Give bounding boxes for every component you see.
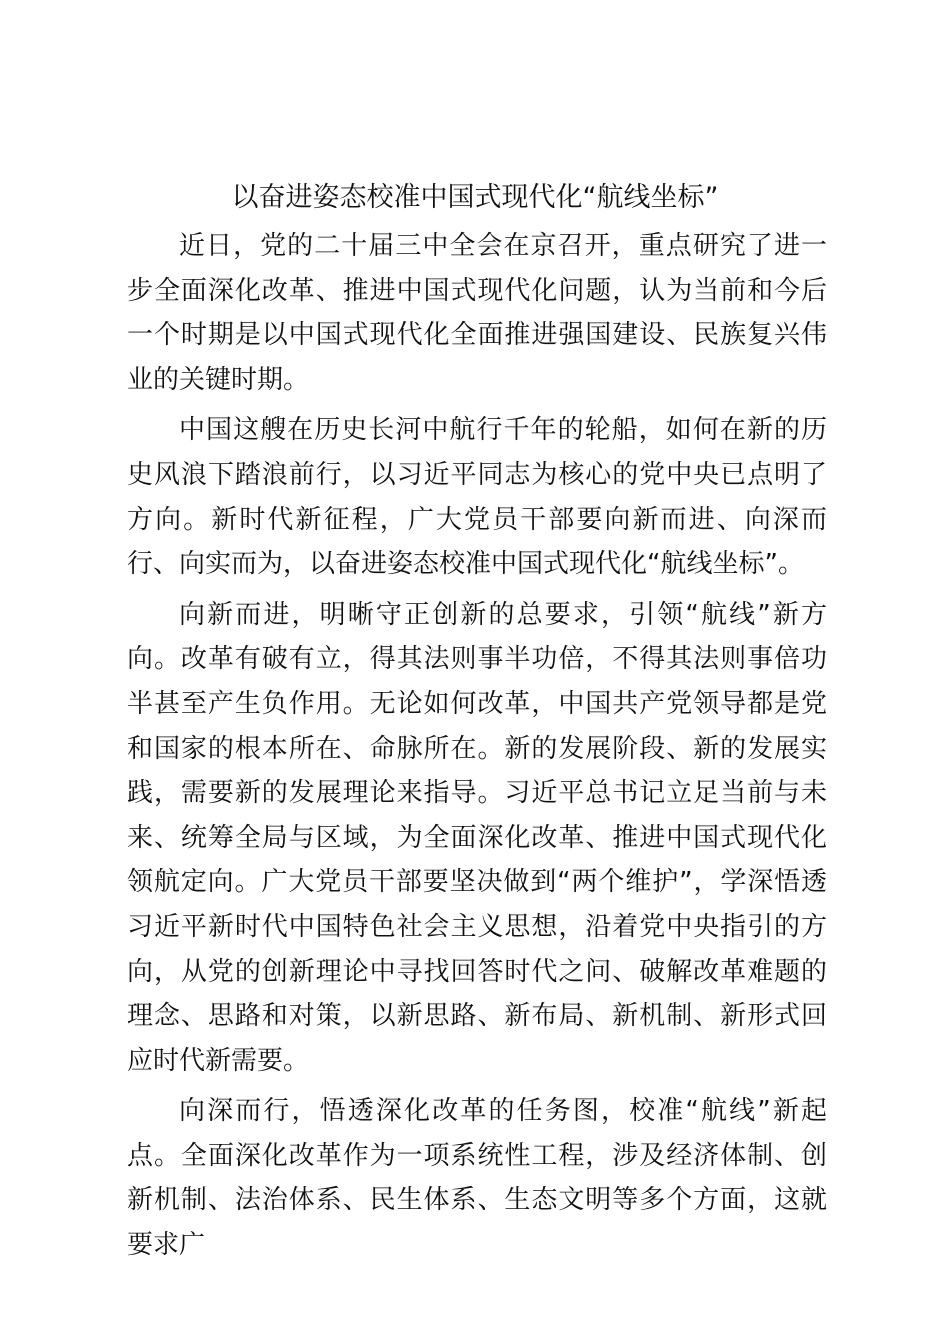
document-body [127, 224, 827, 1274]
paragraph-4: 向深而行，悟透深化改革的任务图，校准“航线”新起点。全面深化改革作为一项系统性工程，涉及经济体制、创新机制、法治体系、民生体系、生态文明等多个方面，这就要求广 [127, 1096, 827, 1261]
paragraph-2: 中国这艘在历史长河中航行千年的轮船，如何在新的历史风浪下踏浪前行，以习近平同志为核心的党中央已点明了方向。新时代新征程，广大党员干部要向新而进、向深而行、向实而为，以奋进姿态校准中国式现代化“航线坐标”。 [127, 415, 827, 580]
paragraph-1: 近日，党的二十届三中全会在京召开，重点研究了进一步全面深化改革、推进中国式现代化问题，认为当前和今后一个时期是以中国式现代化全面推进强国建设、民族复兴伟业的关键时期。 [127, 231, 827, 395]
paragraph-3: 向新而进，明晰守正创新的总要求，引领“航线”新方向。改革有破有立，得其法则事半功倍，不得其法则事倍功半甚至产生负作用。无论如何改革，中国共产党领导都是党和国家的根本所在、命脉所在。新的发展阶段、新的发展实践，需要新的发展理论来指导。习近平总书记立足当前与未来、统筹全局与区域，为全面深化改革、推进中国式现代化领航定向。广大党员干部要坚决做到“两个维护”，学深悟透习近平新时代中国特色社会主义思想，沿着党中央指引的方向，从党的创新理论中寻找回答时代之问、破解改革难题的理念、思路和对策，以新思路、新布局、新机制、新形式回应时代新需要。 [127, 599, 827, 1076]
document-title: 以奋进姿态校准中国式现代化“航线坐标” [231, 182, 719, 213]
